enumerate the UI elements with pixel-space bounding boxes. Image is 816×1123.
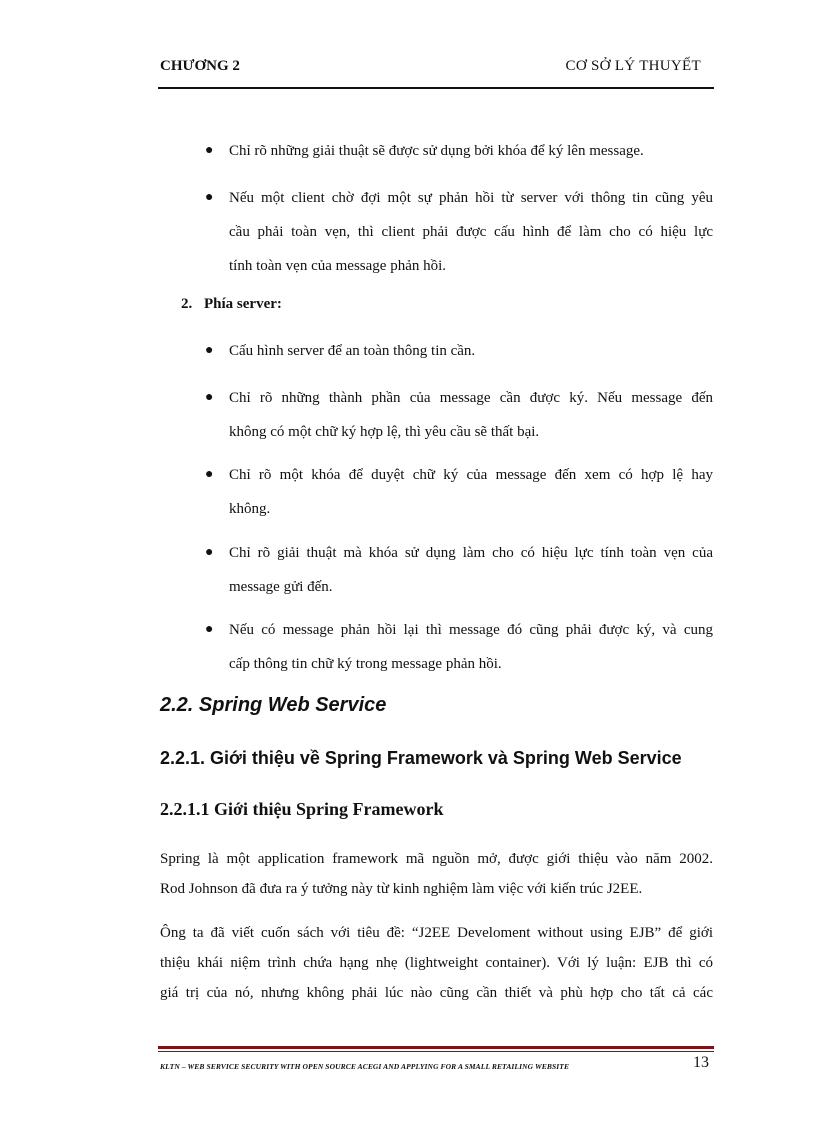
heading-label: Phía server: (204, 296, 282, 312)
list-item (229, 183, 713, 281)
list-item (229, 615, 713, 679)
text-line: Chỉ rõ những giải thuật sẽ được sử dụng bởi khóa để ký lên message. (229, 143, 644, 159)
list-item (229, 383, 713, 447)
section-heading-2-2: 2.2. Spring Web Service (160, 694, 387, 716)
text-line: không có một chữ ký hợp lệ, thì yêu cầu sẽ thất bại. (229, 424, 540, 440)
bullet-dot: ● (205, 143, 214, 158)
text-line: message gửi đến. (229, 579, 333, 595)
section-heading-2-2-1: 2.2.1. Giới thiệu về Spring Framework và Spring Web Service (160, 748, 682, 768)
footer-rule (158, 1046, 714, 1049)
chapter-label: CHƯƠNG 2 (160, 58, 240, 74)
text-line: cầu phải toàn vẹn, thì client phải được cấu hình để làm cho có hiệu lực (229, 224, 713, 240)
text-line: Nếu một client chờ đợi một sự phản hồi từ server với thông tin cũng yêu (229, 190, 713, 206)
page-number: 13 (693, 1054, 709, 1071)
bullet-dot: ● (205, 545, 214, 560)
text-line: cấp thông tin chữ ký trong message phản hồi. (229, 656, 502, 672)
text-line: Cấu hình server để an toàn thông tin cần. (229, 343, 476, 359)
text-line: Chỉ rõ một khóa để duyệt chữ ký của message đến xem có hợp lệ hay (229, 467, 713, 483)
list-item (229, 538, 713, 602)
bullet-dot: ● (205, 343, 214, 358)
bullet-dot: ● (205, 622, 214, 637)
list-item (229, 460, 713, 524)
list-item (229, 136, 713, 166)
header-rule (158, 87, 714, 89)
text-line: Chỉ rõ những thành phần của message cần được ký. Nếu message đến (229, 390, 713, 406)
bullet-dot: ● (205, 390, 214, 405)
list-item (229, 336, 713, 366)
text-line: tính toàn vẹn của message phản hồi. (229, 258, 447, 274)
server-heading (181, 289, 282, 319)
bullet-dot: ● (205, 467, 214, 482)
section-heading-2-2-1-1: 2.2.1.1 Giới thiệu Spring Framework (160, 799, 444, 819)
heading-number: 2. (181, 296, 193, 312)
bullet-dot: ● (205, 190, 214, 205)
text-line: không. (229, 501, 271, 517)
text-line: thiệu khái niệm trình chứa hạng nhẹ (lightweight container). Với lý luận: EJB thì có (160, 955, 713, 971)
paragraph (160, 918, 713, 1008)
footer-text: KLTN – WEB SERVICE SECURITY WITH OPEN SOURCE ACEGI AND APPLYING FOR A SMALL RETAILING WEBSITE (160, 1062, 570, 1071)
text-line: Chỉ rõ giải thuật mà khóa sử dụng làm cho có hiệu lực tính toàn vẹn của (229, 545, 713, 561)
paragraph (160, 844, 713, 904)
text-line: giá trị của nó, nhưng không phải lúc nào cũng cần thiết và phù hợp cho tất cả các (160, 985, 713, 1001)
text-line: Ông ta đã viết cuốn sách với tiêu đề: “J2EE Develoment without using EJB” để giới (160, 925, 713, 941)
text-line: Nếu có message phản hồi lại thì message đó cũng phải được ký, và cung (229, 622, 713, 638)
chapter-title: CƠ SỞ LÝ THUYẾT (565, 58, 701, 74)
page-header (160, 58, 713, 80)
text-line: Spring là một application framework mã nguồn mở, được giới thiệu vào năm 2002. (160, 851, 713, 867)
text-line: Rod Johnson đã đưa ra ý tưởng này từ kinh nghiệm làm việc với kiến trúc J2EE. (160, 881, 643, 897)
footer-rule-thin (158, 1051, 714, 1052)
